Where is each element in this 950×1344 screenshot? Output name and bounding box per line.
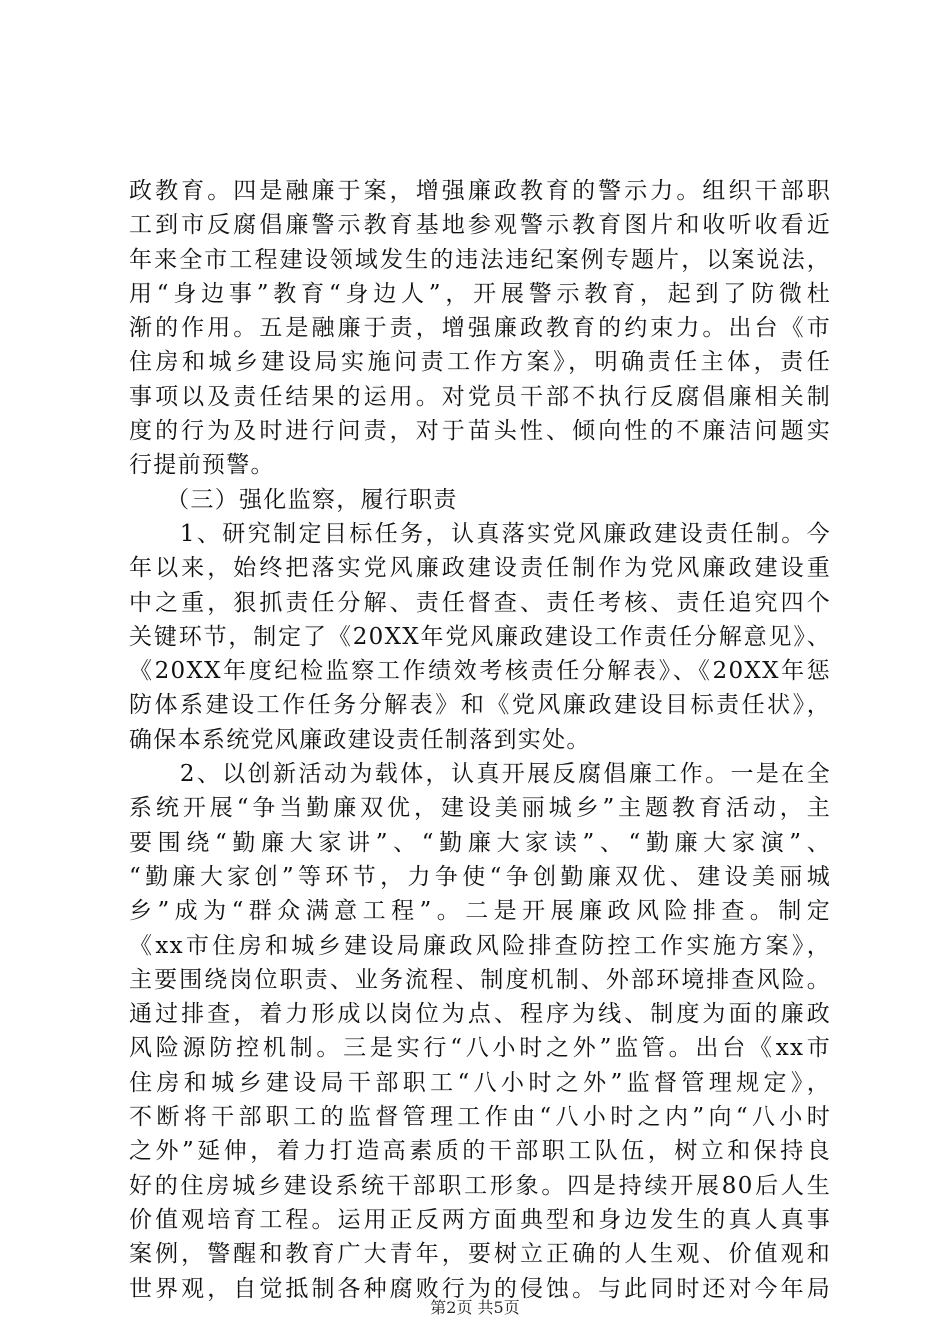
text-line: 关键环节，制定了《20XX年党风廉政建设工作责任分解意见》、	[129, 623, 831, 650]
text-line: 用“身边事”教育“身边人”，开展警示教育，起到了防微杜	[129, 280, 831, 307]
text-line: 确保本系统党风廉政建设责任制落到实处。	[129, 726, 591, 753]
text-line: 工到市反腐倡廉警示教育基地参观警示教育图片和收听收看近	[129, 212, 831, 239]
text-line: 行提前预警。	[129, 452, 275, 479]
text-line: 年来全市工程建设领域发生的违法违纪案例专题片，以案说法，	[129, 246, 831, 273]
text-line: 事项以及责任结果的运用。对党员干部不执行反腐倡廉相关制	[129, 383, 831, 410]
text-line: （三）强化监察，履行职责	[129, 486, 458, 513]
text-line: 系统开展“争当勤廉双优，建设美丽城乡”主题教育活动，主	[129, 795, 831, 822]
text-line: 渐的作用。五是融廉于责，增强廉政教育的约束力。出台《市	[129, 315, 831, 342]
body-text	[129, 174, 831, 1306]
text-line: “勤廉大家创”等环节，力争使“争创勤廉双优、建设美丽城	[129, 863, 831, 890]
text-line: 要围绕“勤廉大家讲”、“勤廉大家读”、“勤廉大家演”、	[129, 829, 831, 856]
text-line: 2、以创新活动为载体，认真开展反腐倡廉工作。一是在全	[129, 761, 831, 788]
text-line: 防体系建设工作任务分解表》和《党风廉政建设目标责任状》，	[129, 692, 831, 719]
text-line: 乡”成为“群众满意工程”。二是开展廉政风险排查。制定	[129, 898, 831, 925]
text-line: 住房和城乡建设局干部职工“八小时之外”监督管理规定》，	[129, 1069, 831, 1096]
text-line: 政教育。四是融廉于案，增强廉政教育的警示力。组织干部职	[129, 178, 831, 204]
text-line: 年以来，始终把落实党风廉政建设责任制作为党风廉政建设重	[129, 555, 831, 582]
text-line: 主要围绕岗位职责、业务流程、制度机制、外部环境排查风险。	[129, 966, 831, 993]
text-line: 价值观培育工程。运用正反两方面典型和身边发生的真人真事	[129, 1206, 831, 1233]
text-line: 通过排查，着力形成以岗位为点、程序为线、制度为面的廉政	[129, 1001, 831, 1028]
text-line: 中之重，狠抓责任分解、责任督查、责任考核、责任追究四个	[129, 589, 831, 616]
text-line: 度的行为及时进行问责，对于苗头性、倾向性的不廉洁问题实	[129, 418, 831, 445]
text-line: 案例，警醒和教育广大青年，要树立正确的人生观、价值观和	[129, 1241, 831, 1268]
text-line: 好的住房城乡建设系统干部职工形象。四是持续开展80后人生	[129, 1172, 831, 1199]
text-line: 《xx市住房和城乡建设局廉政风险排查防控工作实施方案》，	[129, 932, 831, 959]
text-line: 住房和城乡建设局实施问责工作方案》，明确责任主体，责任	[129, 349, 831, 376]
text-line: 不断将干部职工的监督管理工作由“八小时之内”向“八小时	[129, 1104, 831, 1131]
text-line: 之外”延伸，着力打造高素质的干部职工队伍，树立和保持良	[129, 1138, 831, 1165]
text-line: 世界观，自觉抵制各种腐败行为的侵蚀。与此同时还对今年局	[129, 1275, 831, 1302]
text-line: 1、研究制定目标任务，认真落实党风廉政建设责任制。今	[129, 520, 831, 547]
text-line: 《20XX年度纪检监察工作绩效考核责任分解表》、《20XX年惩	[129, 658, 831, 685]
page-footer: 第2页 共5页	[430, 1298, 520, 1317]
text-line: 风险源防控机制。三是实行“八小时之外”监管。出台《xx市	[129, 1035, 831, 1062]
